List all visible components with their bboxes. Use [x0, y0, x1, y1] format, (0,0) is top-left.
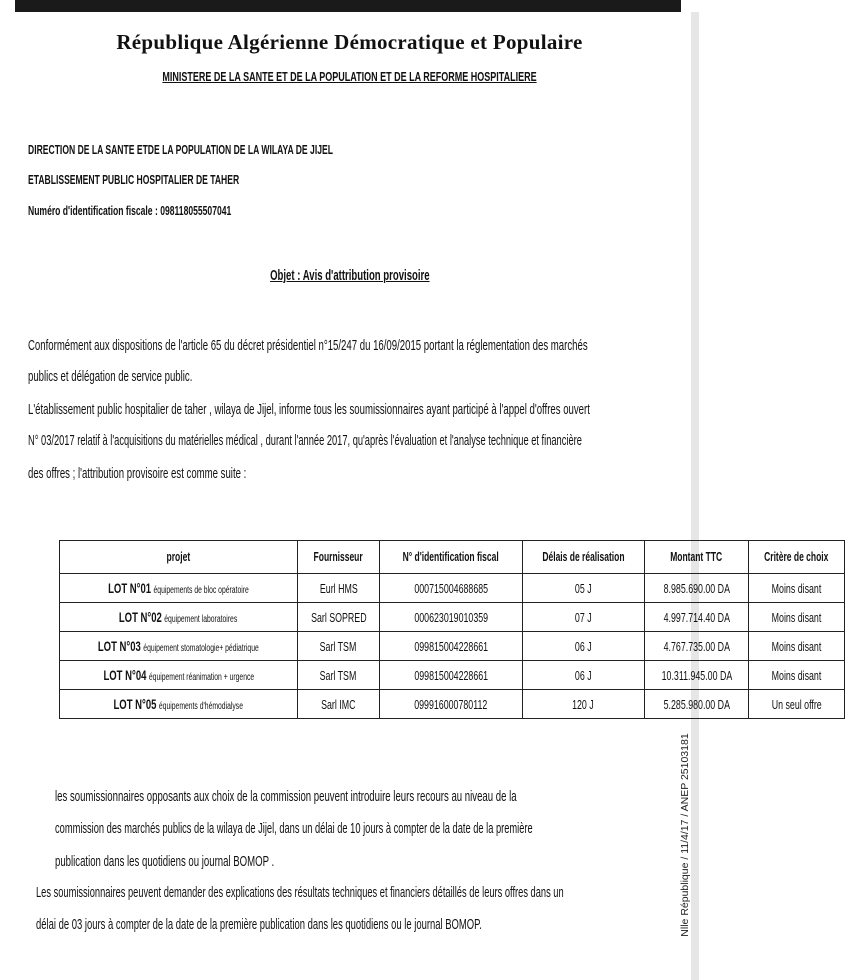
cell-amount: 5.285.980.00 DA [644, 690, 749, 719]
cell-projet: LOT N°05 équipements d'hémodialyse [60, 690, 298, 719]
cell-supplier: Eurl HMS [297, 574, 380, 603]
cell-amount: 8.985.690.00 DA [644, 574, 749, 603]
cell-delay: 07 J [522, 603, 644, 632]
paragraph-4-line-2: délai de 03 jours à compter de la date de la première publication dans les quotidiens ou le journal BOMOP. [36, 916, 482, 933]
paragraph-2-line-2: N° 03/2017 relatif à l'acquisitions du matérielles médical , durant l'année 2017, qu'après l'évaluation et l'analyse technique et financière [28, 432, 582, 449]
cell-projet: LOT N°04 équipement réanimation + urgence [60, 661, 298, 690]
cell-amount: 4.997.714.40 DA [644, 603, 749, 632]
cell-supplier: Sarl SOPRED [297, 603, 380, 632]
table-row [60, 574, 845, 603]
country-title: République Algérienne Démocratique et Populaire [116, 30, 583, 54]
cell-nif: 099916000780112 [380, 690, 522, 719]
cell-supplier: Sarl TSM [297, 632, 380, 661]
cell-delay: 06 J [522, 632, 644, 661]
paragraph-3-line-3: publication dans les quotidiens ou journal BOMOP . [55, 853, 275, 870]
table-row [60, 632, 845, 661]
cell-nif: 099815004228661 [380, 661, 522, 690]
header-nif: N° d'identification fiscal [380, 541, 522, 574]
paragraph-4-line-1: Les soumissionnaires peuvent demander des explications des résultats techniques et financiers détaillés de leurs offres dans un [36, 884, 564, 901]
cell-delay: 120 J [522, 690, 644, 719]
cell-nif: 099815004228661 [380, 632, 522, 661]
cell-delay: 05 J [522, 574, 644, 603]
paragraph-3-line-1: les soumissionnaires opposants aux choix de la commission peuvent introduire leurs recours au niveau de la [55, 788, 517, 805]
header-critere: Critère de choix [749, 541, 844, 574]
cell-nif: 000715004688685 [380, 574, 522, 603]
paragraph-2-line-3: des offres ; l'attribution provisoire est comme suite : [28, 465, 247, 482]
cell-amount: 10.311.945.00 DA [644, 661, 749, 690]
cell-criterion: Moins disant [749, 632, 844, 661]
publication-credit: Nlle République / 11/4/17 / ANEP 25103181 [679, 733, 691, 937]
table-row [60, 603, 845, 632]
cell-delay: 06 J [522, 661, 644, 690]
cell-projet: LOT N°03 équipement stomatologie+ pédiatrique [60, 632, 298, 661]
ministry-title: MINISTERE DE LA SANTE ET DE LA POPULATION ET DE LA REFORME HOSPITALIERE [162, 70, 537, 84]
header-delais: Délais de réalisation [522, 541, 644, 574]
top-black-bar [15, 0, 681, 12]
paragraph-1-line-2: publics et délégation de service public. [28, 368, 193, 385]
cell-supplier: Sarl IMC [297, 690, 380, 719]
cell-criterion: Moins disant [749, 603, 844, 632]
header-projet: projet [60, 541, 298, 574]
cell-projet: LOT N°02 équipement laboratoires [60, 603, 298, 632]
cell-nif: 000623019010359 [380, 603, 522, 632]
subject-line: Objet : Avis d'attribution provisoire [269, 268, 430, 284]
cell-criterion: Un seul offre [749, 690, 844, 719]
table-row [60, 690, 845, 719]
paragraph-3-line-2: commission des marchés publics de la wilaya de Jijel, dans un délai de 10 jours à compter de la date de la première [55, 820, 533, 837]
paragraph-2-line-1: L'établissement public hospitalier de taher , wilaya de Jijel, informe tous les soumissionnaires ayant participé à l'appel d'offres ouvert [28, 401, 590, 418]
cell-projet: LOT N°01 équipements de bloc opératoire [60, 574, 298, 603]
attribution-table [59, 540, 845, 719]
issuer-establishment: ETABLISSEMENT PUBLIC HOSPITALIER DE TAHER [28, 172, 240, 187]
cell-supplier: Sarl TSM [297, 661, 380, 690]
cell-criterion: Moins disant [749, 661, 844, 690]
issuer-fiscal-id: Numéro d'identification fiscale : 098118055507041 [28, 203, 232, 218]
cell-amount: 4.767.735.00 DA [644, 632, 749, 661]
header-montant: Montant TTC [644, 541, 749, 574]
cell-criterion: Moins disant [749, 574, 844, 603]
header-fournisseur: Fournisseur [297, 541, 380, 574]
table-header-row [60, 541, 845, 574]
table-row [60, 661, 845, 690]
paragraph-1-line-1: Conformément aux dispositions de l'article 65 du décret présidentiel n°15/247 du 16/09/2015 portant la réglementation des marchés [28, 337, 588, 354]
issuer-direction: DIRECTION DE LA SANTE ETDE LA POPULATION DE LA WILAYA DE JIJEL [28, 142, 333, 157]
